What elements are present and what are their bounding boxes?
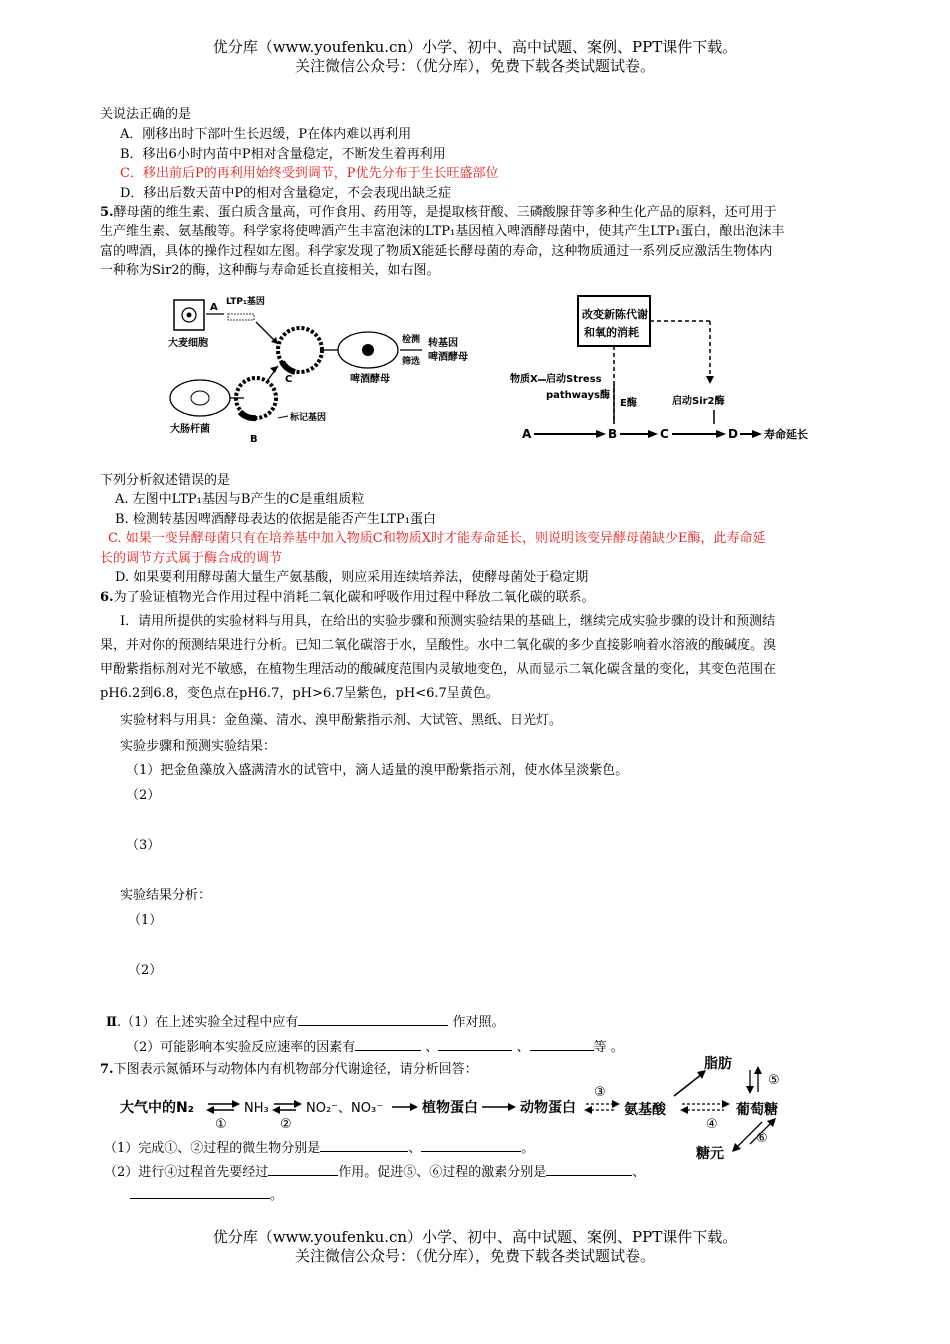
q4-option-b: B．移出6小时内苗中P相对含量稳定，不断发生着再利用 bbox=[120, 147, 446, 162]
q5-line-2: 生产维生素、氨基酸等。科学家将使啤酒产生丰富泡沫的LTP₁基因植入啤酒酵母菌中，使其产生LTP₁蛋白，酿出泡沫丰 bbox=[100, 224, 785, 239]
footer-line-2: 关注微信公众号：（优分库），免费下载各类试题试卷。 bbox=[294, 1247, 655, 1265]
circle-6: ⑥ bbox=[756, 1131, 768, 1146]
q7-q2-text: （2）进行④过程首先要经过 bbox=[104, 1165, 269, 1180]
detect-label-1: 检测 bbox=[402, 335, 421, 345]
q7-q2-sep: 、 bbox=[632, 1165, 646, 1180]
left-label-c: C bbox=[285, 374, 293, 385]
q4-stem-tail: 关说法正确的是 bbox=[100, 107, 192, 122]
glycogen-node: 糖元 bbox=[696, 1146, 724, 1160]
q6-analysis-1: （1） bbox=[128, 913, 163, 928]
pathway-d: D bbox=[728, 427, 738, 441]
animal-protein-node: 动物蛋白 bbox=[520, 1100, 576, 1116]
q5-ask: 下列分析叙述错误的是 bbox=[100, 473, 231, 488]
sir2-label: 启动Sir2酶 bbox=[672, 396, 725, 407]
q7-question-2-cont bbox=[130, 1184, 283, 1205]
circle-5: ⑤ bbox=[768, 1073, 780, 1088]
q5-text-1: 酵母菌的维生素、蛋白质含量高，可作食用、药用等，是提取核苷酸、三磷酸腺苷等多种生化产品的原料，还可用于 bbox=[113, 205, 777, 220]
q6-title bbox=[100, 589, 595, 607]
q5-option-a: A. 左图中LTP₁基因与B产生的C是重组质粒 bbox=[115, 492, 365, 507]
control-blank[interactable] bbox=[298, 1011, 448, 1026]
header-line-2: 关注微信公众号：（优分库），免费下载各类试题试卷。 bbox=[294, 57, 655, 75]
left-label-a: A bbox=[210, 302, 218, 313]
ecoli-label: 大肠杆菌 bbox=[170, 424, 210, 435]
gene-transfer-figure bbox=[160, 292, 480, 452]
lifespan-pathway-figure bbox=[508, 292, 828, 452]
detect-label-2: 筛选 bbox=[402, 357, 421, 367]
q7-question-2 bbox=[104, 1161, 645, 1182]
q5-line-4: 一种称为Sir2的酶，这种酶与寿命延长直接相关，如右图。 bbox=[100, 263, 440, 278]
q6-part2-line-1 bbox=[106, 1011, 505, 1032]
q6-step-1: （1）把金鱼藻放入盛满清水的试管中，滴人适量的溴甲酚紫指示剂，使水体呈淡紫色。 bbox=[126, 763, 629, 778]
q6-number: 6. bbox=[100, 590, 114, 605]
circle-4: ④ bbox=[706, 1117, 718, 1132]
glucose-node: 葡萄糖 bbox=[736, 1102, 778, 1118]
header-line-1: 优分库（www.youfenku.cn）小学、初中、高中试题、案例、PPT课件下载。 bbox=[212, 38, 738, 56]
marker-label: 标记基因 bbox=[290, 413, 327, 423]
q5-number: 5. bbox=[100, 205, 114, 220]
q7-question-1 bbox=[104, 1137, 534, 1158]
q7-q1-end: 。 bbox=[521, 1141, 535, 1156]
part2-q2-text: （2）可能影响本实验反应速率的因素有 bbox=[126, 1040, 356, 1055]
box-line-2: 和氧的消耗 bbox=[584, 326, 639, 339]
q4-option-a: A．刚移出时下部叶生长迟缓，P在体内难以再利用 bbox=[120, 127, 412, 142]
transgenic-label-1: 转基因 bbox=[428, 338, 458, 349]
part2-q1-tail: 作对照。 bbox=[452, 1015, 505, 1030]
circle-1: ① bbox=[215, 1117, 227, 1132]
q5-option-d: D. 如果要利用酵母菌大量生产氨基酸，则应采用连续培养法，使酵母菌处于稳定期 bbox=[115, 570, 589, 585]
ecoli-shape bbox=[170, 380, 230, 416]
q6-part1-line-2: 果，并对你的预测结果进行分析。已知二氧化碳溶于水，呈酸性。水中二氧化碳的多少直接影响着水溶液的酸碱度。溴 bbox=[100, 638, 777, 653]
q6-title-text: 为了验证植物光合作用过程中消耗二氧化碳和呼吸作用过程中释放二氧化碳的联系。 bbox=[113, 590, 595, 605]
pathway-c: C bbox=[660, 427, 669, 441]
amino-acid-node: 氨基酸 bbox=[624, 1102, 666, 1118]
microbe-blank-2[interactable] bbox=[421, 1137, 521, 1152]
gene-fragment bbox=[228, 314, 254, 320]
q6-part1-line-3: 甲酚紫指标剂对光不敏感，在植物生理活动的酸碱度范围内灵敏地变色，从而显示二氧化碳含量的变化，其变色范围在 bbox=[100, 662, 777, 677]
circle-2: ② bbox=[280, 1117, 292, 1132]
gene-label: LTP₁基因 bbox=[226, 297, 265, 307]
q5-line-3: 富的啤酒，具体的操作过程如左图。科学家发现了物质X能延长酵母菌的寿命，这种物质通过一系列反应激活生物体内 bbox=[100, 244, 773, 259]
q6-part1-line-1: Ⅰ．请用所提供的实验材料与用具，在给出的实验步骤和预测实验结果的基础上，继续完成实验步骤的设计和预测结 bbox=[120, 614, 776, 629]
substance-x-label: 物质X bbox=[510, 374, 538, 385]
sep-2: 、 bbox=[516, 1040, 530, 1055]
n2-node: 大气中的N₂ bbox=[120, 1100, 194, 1116]
sep-1: 、 bbox=[425, 1040, 439, 1055]
microbe-blank-1[interactable] bbox=[320, 1137, 408, 1152]
q5-option-c-line-2: 长的调节方式属于酶合成的调节 bbox=[100, 551, 283, 566]
footer-line-1: 优分库（www.youfenku.cn）小学、初中、高中试题、案例、PPT课件下载。 bbox=[212, 1228, 738, 1246]
q6-step-2: （2） bbox=[126, 788, 161, 803]
pathway-b: B bbox=[608, 427, 618, 441]
q7-q2-end: 。 bbox=[270, 1188, 284, 1203]
part2-label: Ⅱ bbox=[106, 1015, 117, 1030]
left-label-b: B bbox=[250, 434, 258, 445]
q6-analysis-2: （2） bbox=[128, 963, 163, 978]
nh3-node: NH₃ bbox=[244, 1101, 269, 1116]
nitrate-node: NO₂⁻、NO₃⁻ bbox=[306, 1101, 384, 1116]
q7-number: 7. bbox=[100, 1062, 114, 1077]
box-line-1: 改变新陈代谢 bbox=[582, 308, 648, 321]
q5-option-b: B. 检测转基因啤酒酵母表达的依据是能否产生LTP₁蛋白 bbox=[115, 512, 437, 527]
fat-node: 脂肪 bbox=[704, 1056, 732, 1072]
plant-protein-node: 植物蛋白 bbox=[422, 1100, 478, 1116]
q4-option-d: D．移出后数天苗中P的相对含量稳定，不会表现出缺乏症 bbox=[120, 186, 452, 201]
hormone-blank-1[interactable] bbox=[546, 1161, 632, 1176]
part2-q2-tail: 等 。 bbox=[593, 1040, 624, 1055]
q7-q2-text-b: 作用。促进⑤、⑥过程的激素分别是 bbox=[338, 1165, 547, 1180]
stress-label-2: pathways酶 bbox=[546, 390, 610, 401]
q6-materials: 实验材料与用具：金鱼藻、清水、溴甲酚紫指示剂、大试管、黑纸、日光灯。 bbox=[120, 713, 563, 728]
part2-q1-text: .（1）在上述实验全过程中应有 bbox=[116, 1015, 299, 1030]
pathway-end: 寿命延长 bbox=[764, 428, 808, 441]
stress-label-1: 启动Stress bbox=[546, 374, 602, 385]
q4-option-c: C．移出前后P的再利用始终受到调节，P优先分布于生长旺盛部位 bbox=[120, 166, 499, 181]
q6-part1-line-4: pH6.2到6.8，变色点在pH6.7，pH>6.7呈紫色，pH<6.7呈黄色。 bbox=[100, 686, 499, 701]
q6-steps-title: 实验步骤和预测实验结果： bbox=[120, 739, 277, 754]
q7-q1-sep: 、 bbox=[408, 1141, 422, 1156]
circle-3: ③ bbox=[594, 1085, 606, 1100]
transgenic-label-2: 啤酒酵母 bbox=[428, 352, 468, 363]
q7-title-text: 下图表示氮循环与动物体内有机物部分代谢途径，请分析回答： bbox=[113, 1062, 478, 1077]
pathway-a: A bbox=[522, 427, 532, 441]
q6-analysis-title: 实验结果分析： bbox=[120, 888, 212, 903]
yeast-label: 啤酒酵母 bbox=[350, 374, 390, 385]
process-blank[interactable] bbox=[268, 1161, 338, 1176]
q5-option-c-line-1: C. 如果一变异酵母菌只有在培养基中加入物质C和物质X时才能寿命延长，则说明该变异酵母菌缺少E酶，此寿命延 bbox=[108, 531, 766, 546]
q5-line-1 bbox=[100, 204, 777, 222]
q7-q1-text: （1）完成①、②过程的微生物分别是 bbox=[104, 1141, 321, 1156]
barley-label: 大麦细胞 bbox=[168, 338, 208, 349]
hormone-blank-2[interactable] bbox=[130, 1184, 270, 1199]
e-enzyme-label: E酶 bbox=[620, 398, 637, 409]
q6-step-3: （3） bbox=[126, 838, 161, 853]
